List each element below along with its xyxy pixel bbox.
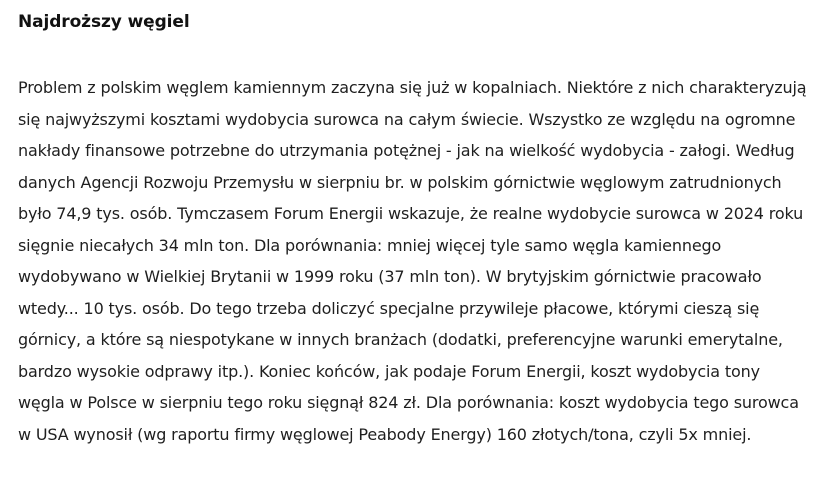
section-heading: Najdroższy węgiel bbox=[18, 12, 190, 32]
article-paragraph: Problem z polskim węglem kamiennym zaczyna się już w kopalniach. Niektóre z nich charakteryzują się najwyższymi kosztami wydobycia surowca na całym świecie. Wszystko ze względu na ogromne nakłady finansowe potrzebne do utrzymania potężnej - jak na wielkość wydobycia - załogi. Według danych Agencji Rozwoju Przemysłu w sierpniu br. w polskim górnictwie węglowym zatrudnionych było 74,9 tys. osób. Tymczasem Forum Energii wskazuje, że realne wydobycie surowca w 2024 roku sięgnie niecałych 34 mln ton. Dla porównania: mniej więcej tyle samo węgla kamiennego wydobywano w Wielkiej Brytanii w 1999 roku (37 mln ton). W brytyjskim górnictwie pracowało wtedy... 10 tys. osób. Do tego trzeba doliczyć specjalne przywileje płacowe, którymi cieszą się górnicy, a które są niespotykane w innych branżach (dodatki, preferencyjne warunki emerytalne, bardzo wysokie odprawy itp.). Koniec końców, jak podaje Forum Energii, koszt wydobycia tony węgla w Polsce w sierpniu tego roku sięgnął 824 zł. Dla porównania: koszt wydobycia tego surowca w USA wynosił (wg raportu firmy węglowej Peabody Energy) 160 złotych/tona, czyli 5x mniej. bbox=[18, 78, 807, 444]
